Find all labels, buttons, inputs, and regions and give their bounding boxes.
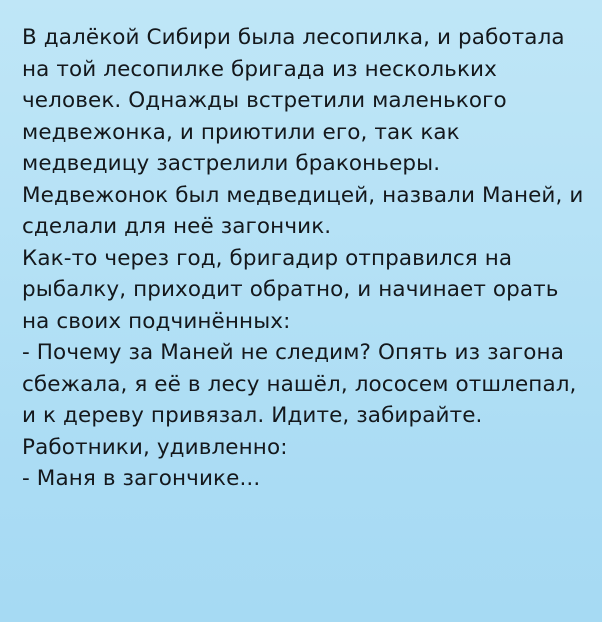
story-paragraph-5: - Маня в загончике... bbox=[22, 466, 261, 491]
story-paragraph-3: - Почему за Маней не следим? Опять из загона сбежала, я её в лесу нашёл, лососем отшлепал, и к дереву привязал. Идите, забирайте. bbox=[22, 340, 577, 428]
story-paragraph-1: В далёкой Сибири была лесопилка, и работала на той лесопилке бригада из нескольких человек. Однажды встретили маленького медвежонка, и приютили его, так как медведицу застрелили браконьеры. Медвежонок был медведицей, назвали Маней, и сделали для неё загончик. bbox=[22, 25, 584, 239]
story-paragraph-2: Как-то через год, бригадир отправился на рыбалку, приходит обратно, и начинает орать на своих подчинённых: bbox=[22, 245, 559, 334]
story-text-block bbox=[22, 22, 588, 495]
story-paragraph-4: Работники, удивленно: bbox=[22, 434, 288, 460]
